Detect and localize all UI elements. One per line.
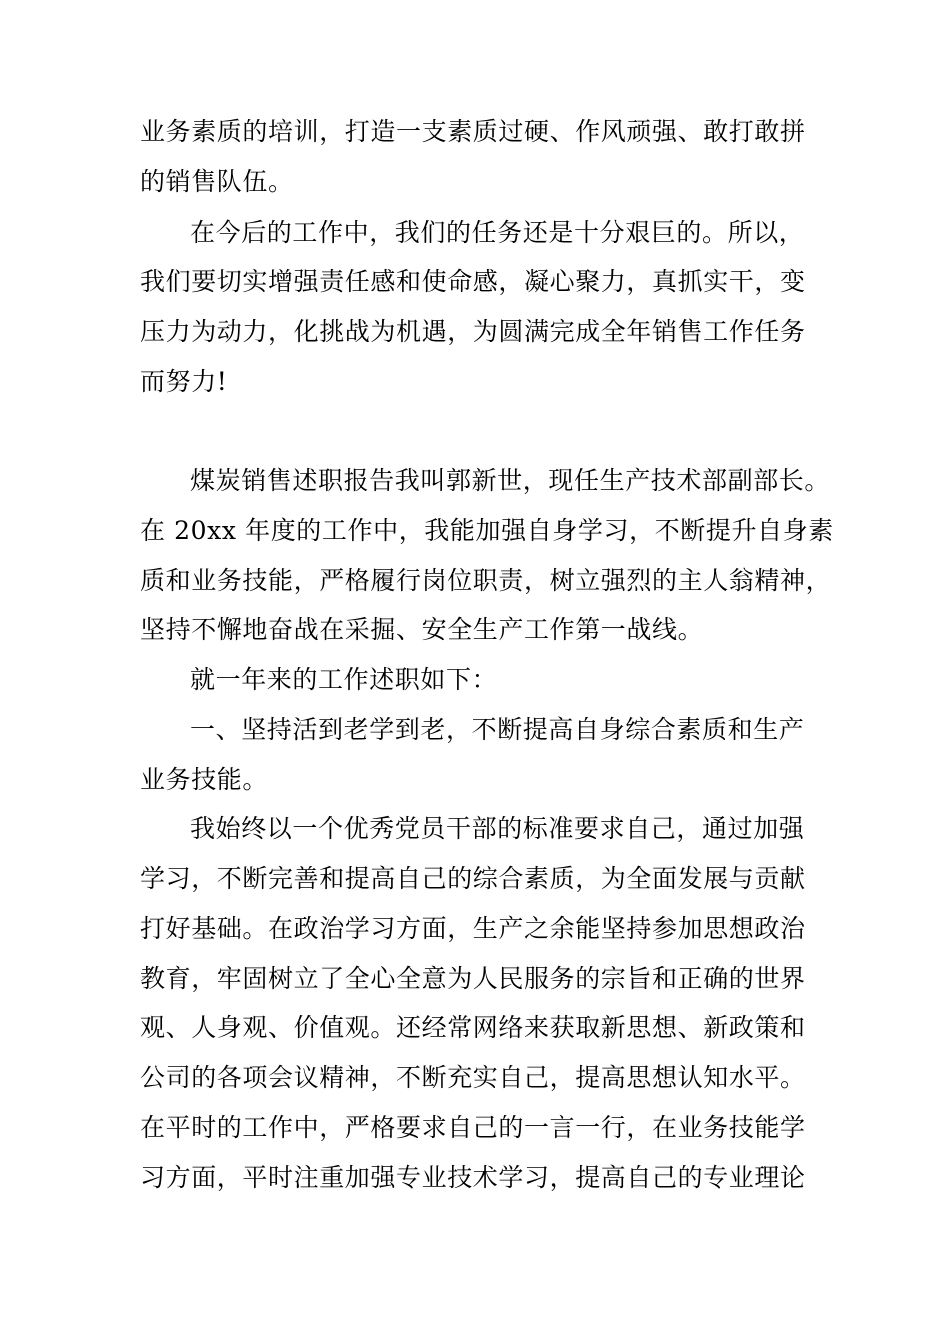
text-line: 在平时的工作中，严格要求自己的一言一行，在业务技能学 [140,1113,806,1142]
text-line: 业务技能。 [140,765,269,794]
text-line: 而努力! [140,367,228,396]
text-line: 坚持不懈地奋战在采掘、安全生产工作第一战线。 [140,615,704,644]
text-line: 公司的各项会议精神，不断充实自己，提高思想认知水平。 [140,1063,806,1092]
text-line: 观、人身观、价值观。还经常网络来获取新思想、新政策和 [140,1013,806,1042]
text-line: 业务素质的培训，打造一支素质过硬、作风顽强、敢打敢拼 [140,117,806,146]
text-line: 质和业务技能，严格履行岗位职责，树立强烈的主人翁精神， [140,566,832,595]
text-line: 就一年来的工作述职如下： [190,665,498,694]
text-line: 习方面，平时注重加强专业技术学习，提高自己的专业理论 [140,1163,806,1192]
text-line: 压力为动力，化挑战为机遇，为圆满完成全年销售工作任务 [140,317,806,346]
text-line: 的销售队伍。 [140,167,294,196]
text-line: 一、坚持活到老学到老，不断提高自身综合素质和生产 [190,715,805,744]
text-line: 我始终以一个优秀党员干部的标准要求自己，通过加强 [190,814,805,843]
text-line: 我们要切实增强责任感和使命感，凝心聚力，真抓实干，变 [140,267,806,296]
text-line: 教育，牢固树立了全心全意为人民服务的宗旨和正确的世界 [140,964,806,993]
text-line: 学习，不断完善和提高自己的综合素质，为全面发展与贡献 [140,864,806,893]
text-line: 煤炭销售述职报告我叫郭新世，现任生产技术部副部长。 [190,466,831,495]
text-line: 打好基础。在政治学习方面，生产之余能坚持参加思想政治 [140,914,806,943]
text-line: 在 20xx 年度的工作中，我能加强自身学习，不断提升自身素 [140,516,834,545]
text-line: 在今后的工作中，我们的任务还是十分艰巨的。所以， [190,218,805,247]
